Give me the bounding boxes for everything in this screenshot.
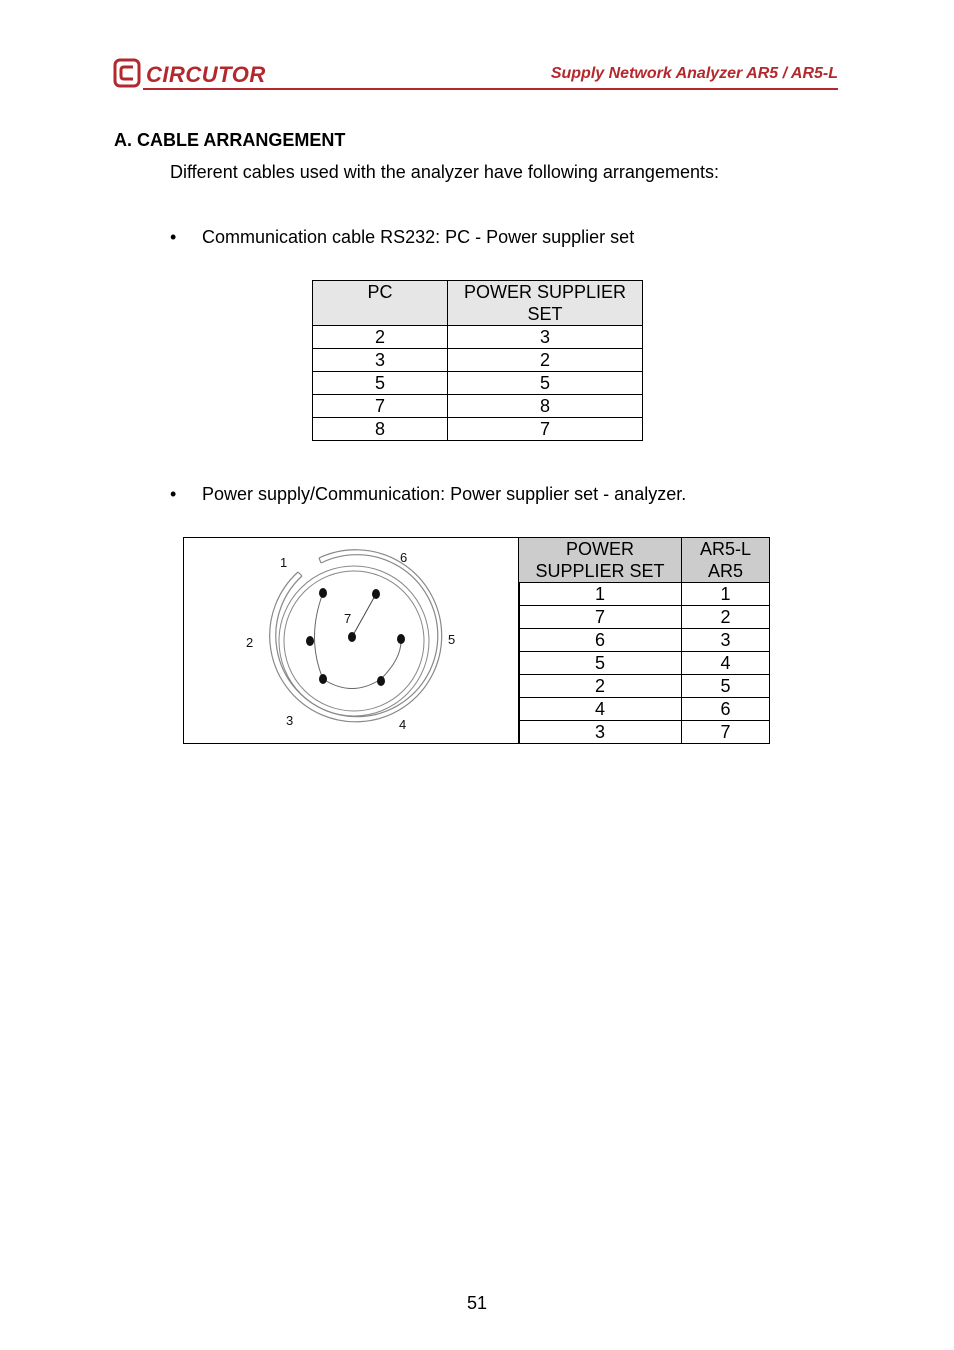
table-cell: 2 (313, 326, 448, 349)
table-cell: 2 (448, 349, 643, 372)
table-header-cell: POWER SUPPLIER SET (519, 538, 682, 583)
table-row (519, 583, 770, 606)
bullet-text: Power supply/Communication: Power supplier set - analyzer. (202, 484, 687, 504)
connector-diagram (183, 537, 520, 744)
table-cell: 3 (448, 326, 643, 349)
table-row (313, 418, 643, 441)
brand-name: CIRCUTOR (146, 62, 266, 87)
table-cell: 2 (682, 606, 770, 629)
intro-text: Different cables used with the analyzer have following arrangements: (170, 162, 719, 182)
table-cell: 6 (519, 629, 682, 652)
rs232-pin-table (312, 280, 643, 441)
table-cell: 4 (682, 652, 770, 675)
table-cell: 7 (519, 606, 682, 629)
table-cell: 7 (313, 395, 448, 418)
table-row (313, 326, 643, 349)
bullet-text: Communication cable RS232: PC - Power supplier set (202, 227, 635, 247)
table-row (519, 675, 770, 698)
connector-pin-table (518, 537, 770, 744)
table-cell: 7 (682, 721, 770, 744)
bullet-power-supply (170, 484, 686, 505)
table-row (519, 721, 770, 744)
table-row (519, 698, 770, 721)
pin-dot-4 (377, 676, 385, 686)
table-row (313, 349, 643, 372)
table-row (313, 372, 643, 395)
table-cell: 7 (448, 418, 643, 441)
pin-dot-6 (372, 589, 380, 599)
table-cell: 4 (519, 698, 682, 721)
connector-key (319, 558, 321, 563)
connector-section (183, 537, 771, 744)
table-cell: 1 (519, 583, 682, 606)
table-row (519, 652, 770, 675)
table-cell: 5 (682, 675, 770, 698)
table-cell: 1 (682, 583, 770, 606)
table-cell: 3 (682, 629, 770, 652)
table-cell: 5 (313, 372, 448, 395)
table-header-cell: AR5-L AR5 (682, 538, 770, 583)
bullet-rs232 (170, 227, 634, 248)
pin-label-5: 5 (448, 632, 456, 647)
table-cell: 3 (313, 349, 448, 372)
table-row (313, 395, 643, 418)
table-header-cell: POWER SUPPLIER SET (448, 281, 643, 326)
pin-dot-5 (397, 634, 405, 644)
pin-dot-2 (306, 636, 314, 646)
pin-trace (315, 593, 402, 689)
page-number: 51 (466, 1293, 488, 1313)
page-header (113, 56, 838, 90)
table-row (519, 606, 770, 629)
table-cell: 5 (519, 652, 682, 675)
table-cell: 8 (448, 395, 643, 418)
pin-trace (352, 594, 376, 637)
pin-label-2: 2 (246, 635, 254, 650)
connector-pinout-drawing (184, 538, 519, 743)
table-cell: 6 (682, 698, 770, 721)
logo-mark-icon (113, 58, 145, 88)
header-rule (143, 88, 838, 90)
pin-label-3: 3 (286, 713, 294, 728)
table-cell: 5 (448, 372, 643, 395)
table-header-cell: PC (313, 281, 448, 326)
pin-label-4: 4 (399, 717, 407, 732)
bullet-dot: • (170, 227, 177, 247)
pin-dot-3 (319, 674, 327, 684)
connector-outer-ring-inner (276, 555, 438, 717)
pin-dot-7 (348, 632, 356, 642)
circutor-logo (113, 58, 266, 88)
bullet-dot: • (170, 484, 177, 504)
table-cell: 3 (519, 721, 682, 744)
connector-key (298, 572, 302, 576)
pin-label-1: 1 (280, 555, 288, 570)
table-cell: 8 (313, 418, 448, 441)
table-row (519, 629, 770, 652)
pin-label-6: 6 (400, 550, 408, 565)
table-cell: 2 (519, 675, 682, 698)
pin-label-7: 7 (344, 611, 352, 626)
document-title: Supply Network Analyzer AR5 / AR5-L (550, 65, 838, 82)
section-heading: A. CABLE ARRANGEMENT (114, 130, 346, 150)
pin-dot-1 (319, 588, 327, 598)
